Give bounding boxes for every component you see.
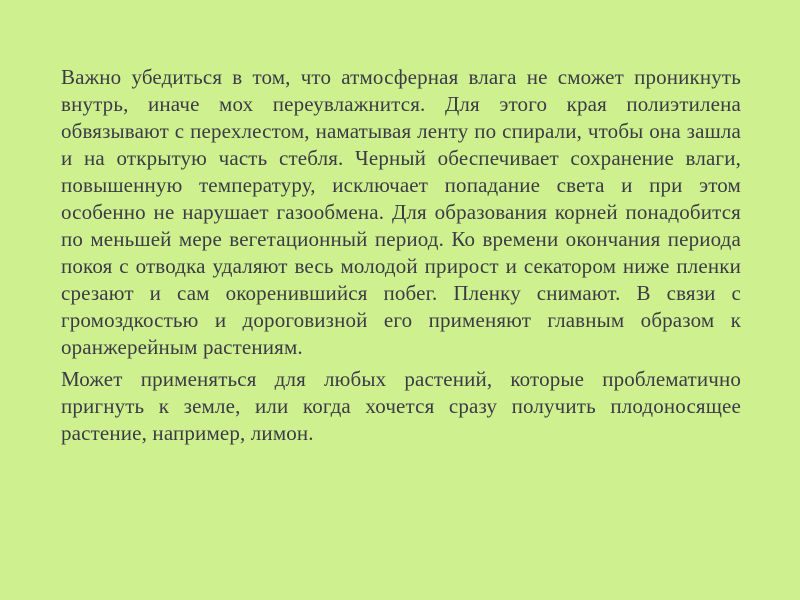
paragraph-2: Может применяться для любых растений, которые проблематично пригнуть к земле, или когда хочется сразу получить плодоносящее растение, например, лимон. (61, 367, 741, 445)
text-block (61, 64, 741, 447)
paragraph-1: Важно убедиться в том, что атмосферная влага не сможет проникнуть внутрь, иначе мох переувлажнится. Для этого края полиэтилена обвязывают с перехлестом, наматывая ленту по спирали, чтобы она зашла и на открытую часть стебля. Черный обеспечивает сохранение влаги, повышенную температуру, исключает попадание света и при этом особенно не нарушает газообмена. Для образования корней понадобится по меньшей мере вегетационный период. Ко времени окончания периода покоя с отводка удаляют весь молодой прирост и секатором ниже пленки срезают и сам окоренившийся побег. Пленку снимают. В связи с громоздкостью и дороговизной его применяют главным образом к оранжерейным растениям. (61, 65, 741, 359)
